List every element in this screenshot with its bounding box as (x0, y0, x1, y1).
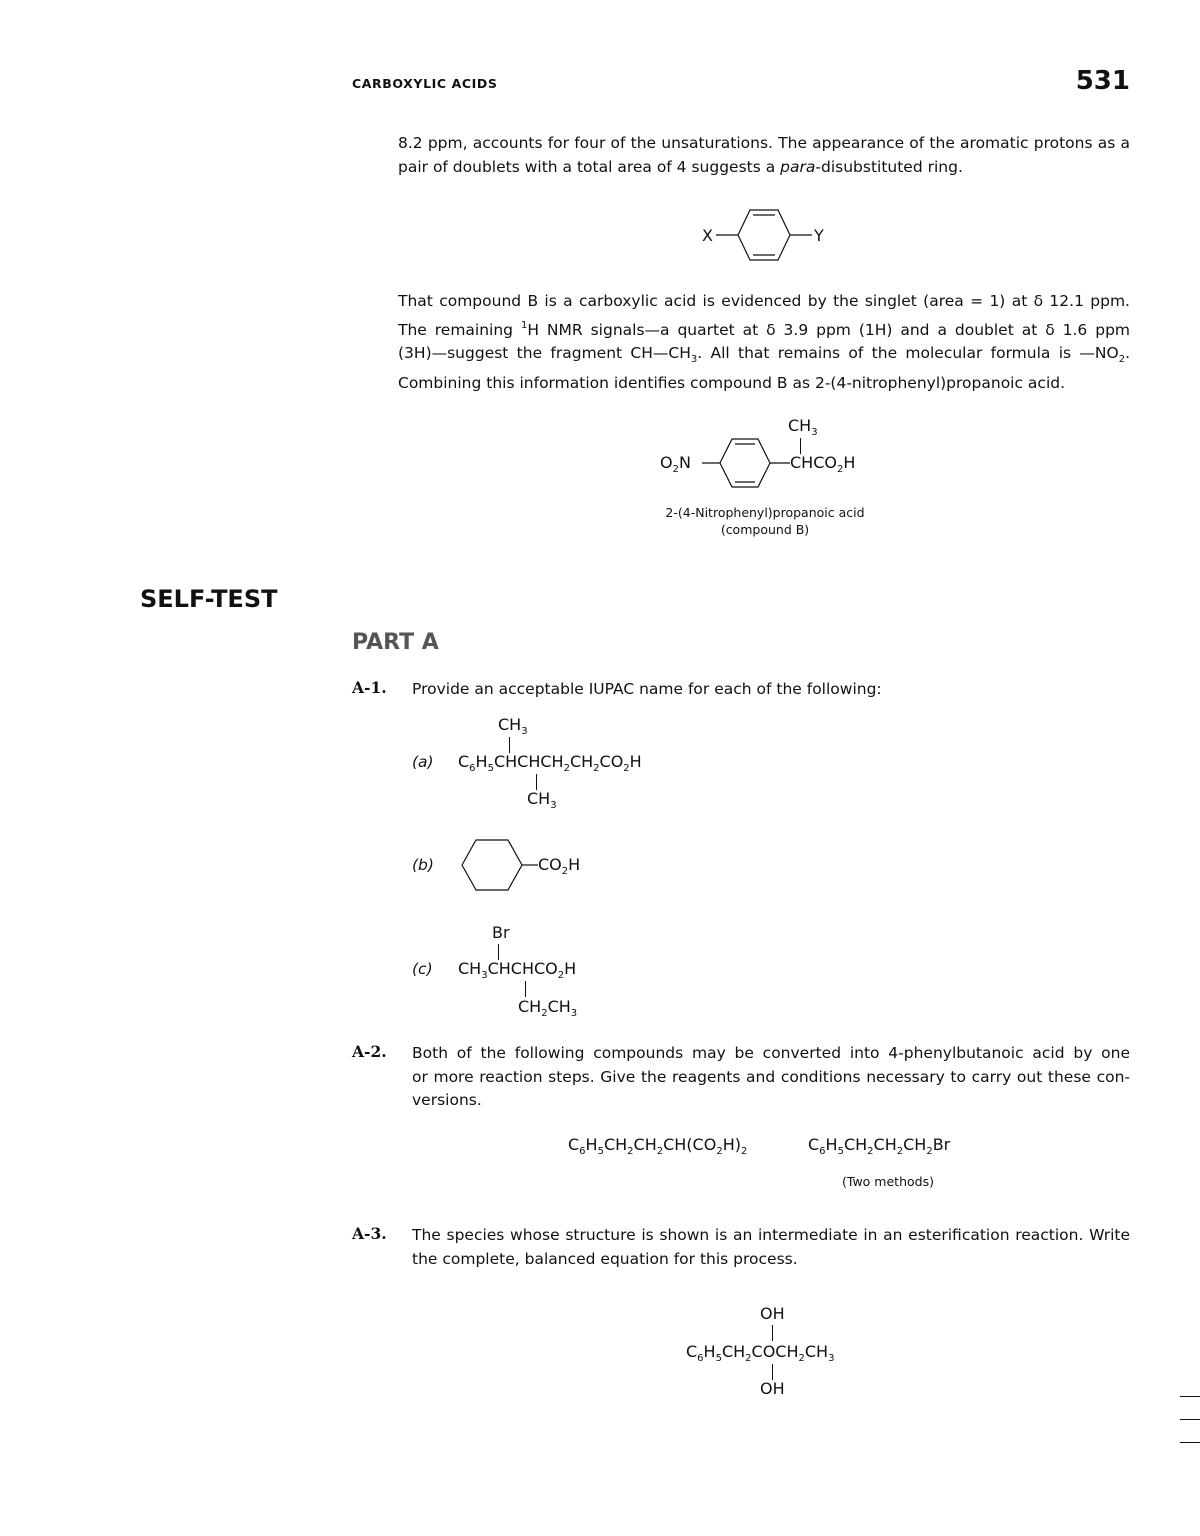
bond (536, 774, 537, 790)
paragraph-line: Combining this information identifies compound B as 2-(4-nitrophenyl)propanoic acid. (398, 373, 1066, 392)
superscript: 1 (520, 319, 528, 331)
paragraph-line (398, 314, 1130, 343)
text-run: pair of doublets with a total area of 4 suggests a (398, 157, 781, 176)
subscript: 2 (867, 1146, 874, 1157)
compound-b-nitro (660, 453, 691, 475)
subscript: 2 (740, 1146, 748, 1157)
a1c-formula (458, 959, 576, 981)
text-run: CH (873, 1135, 897, 1154)
text-run: CH (498, 715, 522, 734)
subscript: 3 (521, 726, 528, 737)
bond (772, 1325, 773, 1341)
subscript: 2 (561, 866, 569, 877)
subscript: 2 (541, 1008, 548, 1019)
text-run: H (564, 959, 577, 978)
a1b-carboxyl-group (538, 855, 580, 877)
subscript: 3 (570, 1008, 578, 1019)
subscript: 2 (716, 1146, 723, 1157)
subscript: 2 (593, 763, 600, 774)
subscript: 2 (627, 1146, 634, 1157)
text-run: -disubstituted ring. (815, 157, 963, 176)
running-head: CARBOXYLIC ACIDS (352, 76, 498, 91)
subscript: 3 (811, 427, 818, 438)
a1a-top-methyl (498, 715, 528, 737)
question-line: Both of the following compounds may be converted into 4-phenylbutanoic acid by one (412, 1044, 1130, 1062)
paragraph-line: That compound B is a carboxylic acid is evidenced by the singlet (area = 1) at δ 12.1 ppm. (398, 292, 1130, 310)
margin-tick (1180, 1419, 1200, 1420)
text-run: CO (538, 855, 562, 874)
a3-formula (686, 1342, 834, 1364)
text-run: CH(CO (663, 1135, 717, 1154)
text-run: CH (458, 959, 482, 978)
subscript: 2 (745, 1353, 752, 1364)
text-run: CH (569, 752, 594, 771)
paragraph-line (398, 156, 1130, 180)
ring-substituent-y: Y (814, 226, 824, 245)
part-label-b: (b) (412, 856, 434, 874)
question-text (412, 678, 1130, 702)
a2-bromide-formula (808, 1135, 950, 1157)
a2-malonic-formula (568, 1135, 747, 1157)
text-run: . (1125, 344, 1130, 362)
subscript: 6 (697, 1353, 704, 1364)
a1c-bromo: Br (492, 923, 510, 942)
subscript: 3 (690, 354, 698, 365)
text-run: . All that remains of the molecular formula is —NO (697, 344, 1119, 362)
margin-tick (1180, 1396, 1200, 1397)
text-run: H (568, 855, 581, 874)
intro-paragraph (398, 132, 1130, 179)
text-run: H (843, 453, 856, 472)
subscript: 2 (623, 763, 630, 774)
subscript: 6 (819, 1146, 826, 1157)
subscript: 2 (557, 970, 565, 981)
question-number: A-3. (352, 1224, 387, 1243)
question-text (412, 1042, 1130, 1113)
question-line: Provide an acceptable IUPAC name for each of the following: (412, 680, 882, 698)
subscript: 6 (469, 763, 476, 774)
a3-top-hydroxyl: OH (760, 1304, 785, 1323)
text-run: The remaining (398, 320, 521, 339)
subscript: 2 (836, 464, 844, 475)
italic-term: para (780, 157, 816, 176)
text-run: CH (843, 1135, 868, 1154)
bond (509, 737, 510, 753)
text-run: CH (903, 1135, 927, 1154)
caption-line: (compound B) (720, 522, 810, 537)
margin-tick (1180, 1442, 1200, 1443)
subscript: 5 (487, 763, 494, 774)
a2-note: (Two methods) (842, 1174, 934, 1189)
paragraph-line (398, 342, 1130, 372)
bond (525, 981, 526, 997)
text-run: C (686, 1342, 698, 1361)
text-run: CO (599, 752, 624, 771)
question-line: the complete, balanced equation for this process. (412, 1249, 798, 1268)
subscript: 6 (579, 1146, 586, 1157)
text-run: H (703, 1342, 716, 1361)
subscript: 5 (715, 1353, 722, 1364)
subscript: 2 (926, 1146, 933, 1157)
subscript: 3 (550, 800, 557, 811)
subscript: 5 (597, 1146, 604, 1157)
compound-b-ring (700, 430, 800, 500)
part-label-c: (c) (412, 960, 433, 978)
part-label-a: (a) (412, 753, 434, 771)
text-run: CHCHCO (487, 959, 558, 978)
question-line: The species whose structure is shown is an intermediate in an esterification reaction. Write (412, 1226, 1130, 1244)
text-run: H (585, 1135, 598, 1154)
text-run: CHCO (790, 453, 837, 472)
text-run: H (629, 752, 642, 771)
caption-line: 2-(4-Nitrophenyl)propanoic acid (665, 505, 865, 520)
text-run: C (808, 1135, 820, 1154)
a1a-bottom-methyl (527, 789, 557, 811)
text-run: CH (633, 1135, 657, 1154)
question-number: A-1. (352, 678, 387, 697)
a3-bottom-hydroxyl: OH (760, 1379, 785, 1398)
subscript: 2 (896, 1146, 904, 1157)
subscript: 2 (1118, 354, 1126, 365)
text-run: CH (527, 789, 551, 808)
part-heading: PART A (352, 630, 439, 655)
text-run: N (678, 453, 691, 472)
compound-b-caption (620, 504, 910, 538)
subscript: 2 (563, 763, 570, 774)
text-run: C (458, 752, 470, 771)
text-run: H NMR signals—a quartet at δ 3.9 ppm (1H) and a doublet at δ 1.6 ppm (527, 320, 1131, 339)
text-run: CHCHCH (493, 752, 564, 771)
text-run: H) (722, 1135, 741, 1154)
question-text (412, 1224, 1130, 1271)
text-run: CH (518, 997, 542, 1016)
text-run: O (660, 453, 673, 472)
paragraph-line: 8.2 ppm, accounts for four of the unsaturations. The appearance of the aromatic protons as a (398, 134, 1130, 152)
page-number: 531 (1075, 66, 1130, 96)
text-run: (3H)—suggest the fragment CH—CH (398, 344, 691, 362)
text-run: COCH (751, 1342, 799, 1361)
text-run: CH (721, 1342, 746, 1361)
text-run: Br (932, 1135, 951, 1154)
question-line: versions. (412, 1091, 482, 1109)
bond (498, 944, 499, 960)
bond (800, 438, 801, 454)
subscript: 2 (656, 1146, 664, 1157)
subscript: 2 (672, 464, 679, 475)
question-number: A-2. (352, 1042, 387, 1061)
a1a-formula (458, 752, 642, 774)
text-run: CH (603, 1135, 628, 1154)
text-run: H (825, 1135, 838, 1154)
text-run: C (568, 1135, 580, 1154)
text-run: H (475, 752, 488, 771)
analysis-paragraph (398, 290, 1130, 395)
question-line: or more reaction steps. Give the reagents and conditions necessary to carry out these con- (412, 1067, 1130, 1086)
text-run: CH (547, 997, 571, 1016)
cyclohexane-ring (458, 838, 538, 894)
subscript: 3 (828, 1353, 835, 1364)
text-run: CH (788, 416, 812, 435)
text-run: CH (804, 1342, 829, 1361)
ring-substituent-x: X (702, 226, 713, 245)
section-heading: SELF-TEST (140, 585, 278, 613)
bond (772, 1364, 773, 1380)
subscript: 3 (481, 970, 488, 981)
benzene-ring-structure (700, 200, 830, 270)
subscript: 5 (837, 1146, 844, 1157)
subscript: 2 (798, 1353, 805, 1364)
a1c-ethyl (518, 997, 577, 1019)
